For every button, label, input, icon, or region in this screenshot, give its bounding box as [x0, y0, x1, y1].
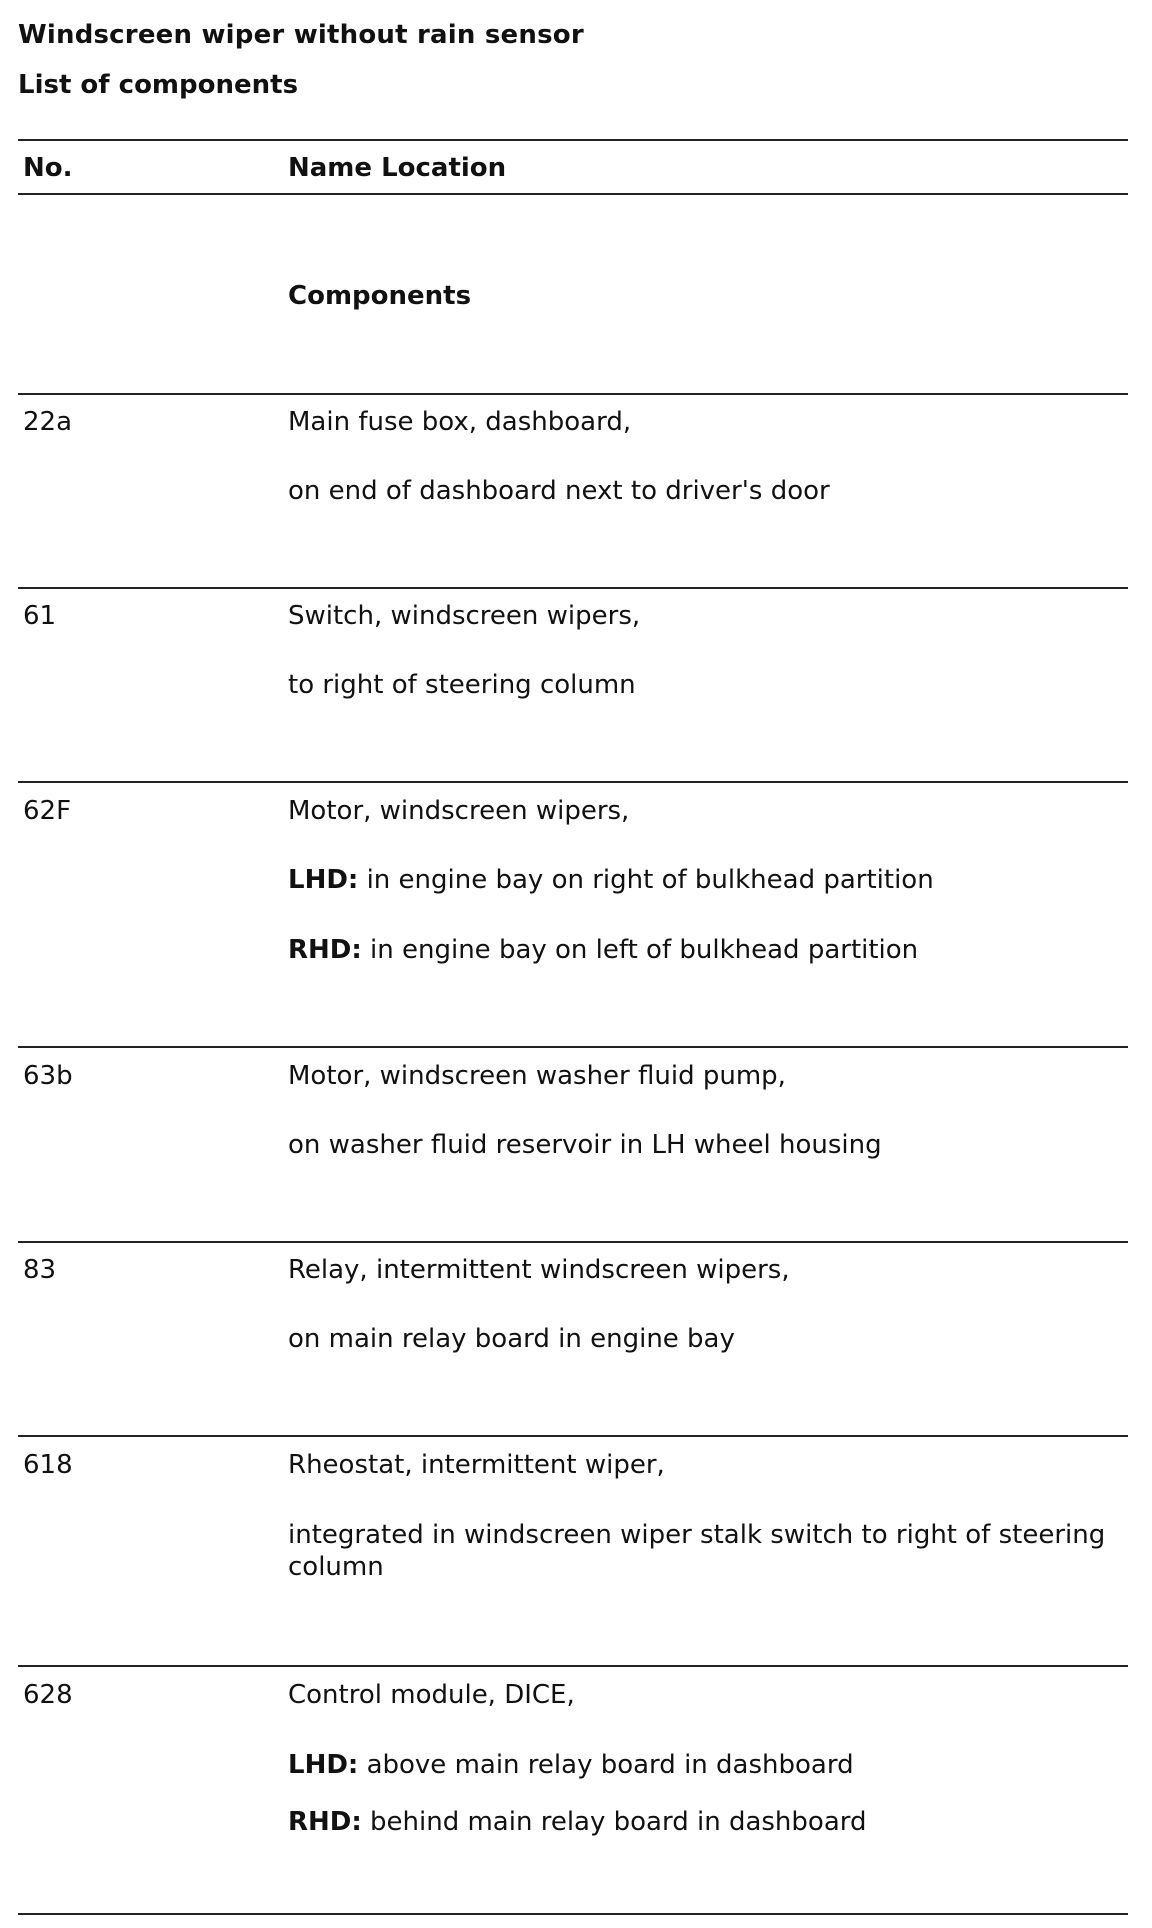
row-location-rhd	[288, 934, 918, 966]
row-name: Relay, intermittent windscreen wipers,	[288, 1255, 790, 1285]
rhd-label: RHD:	[288, 935, 362, 965]
row-number: 63b	[23, 1061, 73, 1091]
column-header-name-location: Name Location	[288, 153, 507, 183]
document-subtitle: List of components	[18, 70, 299, 100]
column-header-no: No.	[23, 153, 73, 183]
row-name: Rheostat, intermittent wiper,	[288, 1450, 665, 1480]
row-name: Motor, windscreen washer fluid pump,	[288, 1061, 786, 1091]
header-bottom-rule	[18, 193, 1128, 195]
row-divider	[18, 1665, 1128, 1667]
row-number: 61	[23, 601, 57, 631]
section-heading: Components	[288, 281, 472, 311]
row-divider	[18, 1046, 1128, 1048]
row-name: Control module, DICE,	[288, 1680, 575, 1710]
rhd-label: RHD:	[288, 1807, 362, 1837]
row-name: Main fuse box, dashboard,	[288, 407, 632, 437]
document-title: Windscreen wiper without rain sensor	[18, 20, 584, 50]
rhd-text: in engine bay on left of bulkhead partition	[370, 935, 919, 965]
row-number: 618	[23, 1450, 73, 1480]
row-divider	[18, 587, 1128, 589]
row-number: 22a	[23, 407, 73, 437]
table-bottom-rule	[18, 1913, 1128, 1915]
row-divider	[18, 1435, 1128, 1437]
row-location-lhd	[288, 864, 934, 896]
row-number: 62F	[23, 796, 72, 826]
lhd-text: in engine bay on right of bulkhead partition	[366, 865, 934, 895]
row-number: 628	[23, 1680, 73, 1710]
row-name: Motor, windscreen wipers,	[288, 796, 630, 826]
row-location: integrated in windscreen wiper stalk switch to right of steering column	[288, 1520, 1106, 1582]
row-location: on main relay board in engine bay	[288, 1324, 735, 1354]
row-location-rhd	[288, 1806, 866, 1838]
row-number: 83	[23, 1255, 57, 1285]
row-location: on washer fluid reservoir in LH wheel housing	[288, 1130, 882, 1160]
row-divider	[18, 393, 1128, 395]
row-location: on end of dashboard next to driver's door	[288, 476, 830, 506]
lhd-label: LHD:	[288, 865, 359, 895]
row-divider	[18, 1241, 1128, 1243]
lhd-text: above main relay board in dashboard	[366, 1750, 854, 1780]
row-location: to right of steering column	[288, 670, 636, 700]
row-name: Switch, windscreen wipers,	[288, 601, 641, 631]
table-top-rule	[18, 139, 1128, 141]
lhd-label: LHD:	[288, 1750, 359, 1780]
row-location-lhd	[288, 1749, 854, 1781]
rhd-text: behind main relay board in dashboard	[370, 1807, 867, 1837]
row-divider	[18, 781, 1128, 783]
